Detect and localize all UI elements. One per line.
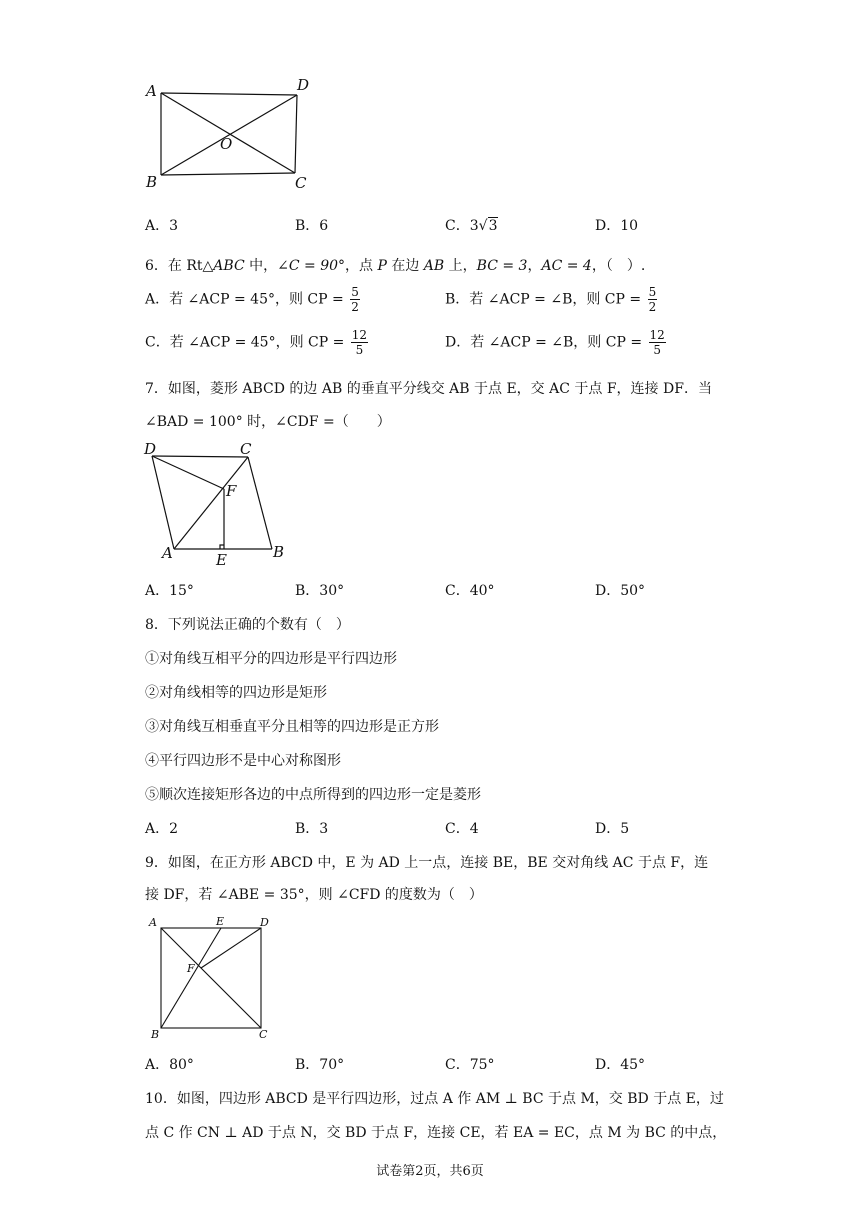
- q8-option-a[interactable]: A．2: [145, 821, 179, 837]
- label-b: B: [146, 173, 158, 191]
- q5-option-d[interactable]: D．10: [595, 218, 639, 234]
- q8-stem: 8．下列说法正确的个数有（ ）: [145, 617, 350, 633]
- label-c: C: [259, 1028, 268, 1041]
- q6-b-den: 2: [648, 300, 657, 314]
- q5-option-c-coef: 3: [469, 218, 479, 234]
- q6-b-num: 5: [648, 285, 657, 299]
- label-e: E: [216, 915, 225, 928]
- label-d: D: [144, 440, 157, 458]
- q5-option-a[interactable]: A．3: [145, 218, 179, 234]
- q8-option-d[interactable]: D．5: [595, 821, 630, 837]
- q6-option-d-fraction: [649, 328, 666, 357]
- label-a: A: [149, 916, 157, 929]
- label-b: B: [151, 1028, 160, 1041]
- q8-item-4: ④平行四边形不是中心对称图形: [145, 753, 341, 769]
- q8-option-c[interactable]: C．4: [445, 821, 479, 837]
- q6-stem-2: ABC: [213, 258, 245, 274]
- q5-option-c-prefix: C．: [445, 218, 470, 234]
- q5-option-c[interactable]: C．3√3: [445, 218, 498, 234]
- q6-c-den: 5: [355, 343, 364, 357]
- label-c: C: [295, 174, 307, 192]
- q6-c-num: 12: [351, 328, 368, 342]
- q6-stem-13: ，（ ）.: [591, 258, 646, 274]
- q6-option-a-fraction: [350, 285, 360, 314]
- q8-item-2: ②对角线相等的四边形是矩形: [145, 685, 327, 701]
- q5-option-c-radicand: 3: [488, 218, 498, 234]
- q6-d-num: 12: [649, 328, 665, 342]
- q6-stem-1: 6．在 Rt△: [145, 258, 214, 274]
- q7-stem-line2: ∠BAD = 100° 时，∠CDF =（ ）: [145, 414, 391, 430]
- q6-option-c[interactable]: [145, 328, 370, 357]
- figure-square-abcd: [145, 912, 280, 1042]
- q8-item-1: ①对角线互相平分的四边形是平行四边形: [145, 651, 397, 667]
- label-f: F: [187, 962, 195, 975]
- q6-option-b[interactable]: [445, 285, 659, 314]
- page-footer: 试卷第2页，共6页: [376, 1164, 484, 1179]
- q6-d-den: 5: [653, 343, 661, 357]
- label-f: F: [226, 482, 237, 500]
- q9-option-d[interactable]: D．45°: [595, 1057, 646, 1073]
- q10-stem-line1: 10．如图，四边形 ABCD 是平行四边形，过点 A 作 AM ⊥ BC 于点 M，交 BD 于点 E，过: [145, 1091, 724, 1107]
- q10-stem-line2: 点 C 作 CN ⊥ AD 于点 N，交 BD 于点 F，连接 CE，若 EA = EC，点 M 为 BC 的中点，: [145, 1125, 727, 1141]
- q6-stem-11: ，: [527, 258, 542, 274]
- q6-stem-4: ∠C = 90°: [277, 258, 346, 274]
- q7-option-c[interactable]: C．40°: [445, 583, 495, 599]
- q8-item-5: ⑤顺次连接矩形各边的中点所得到的四边形一定是菱形: [145, 787, 481, 803]
- label-b: B: [273, 543, 285, 561]
- q6-option-d-text: D．若 ∠ACP = ∠B，则 CP =: [445, 334, 643, 351]
- q6-stem-3: 中，: [244, 258, 278, 274]
- q6-option-c-text: C．若 ∠ACP = 45°，则 CP =: [145, 334, 345, 351]
- q9-option-c[interactable]: C．75°: [445, 1057, 495, 1073]
- q5-option-b[interactable]: B．6: [295, 218, 329, 234]
- q7-option-d[interactable]: D．50°: [595, 583, 646, 599]
- q6-option-b-text: B．若 ∠ACP = ∠B，则 CP =: [445, 291, 642, 308]
- q8-option-b[interactable]: B．3: [295, 821, 329, 837]
- label-a: A: [146, 82, 157, 100]
- q6-stem-6: P: [377, 258, 387, 274]
- label-c: C: [240, 440, 252, 458]
- q7-option-b[interactable]: B．30°: [295, 583, 345, 599]
- q9-stem-line2: 接 DF，若 ∠ABE = 35°，则 ∠CFD 的度数为（ ）: [145, 887, 483, 903]
- q6-option-c-fraction: [351, 328, 368, 357]
- q6-stem-9: 上，: [444, 258, 477, 274]
- q6-stem: [145, 255, 645, 275]
- q6-option-b-fraction: [648, 285, 658, 314]
- q6-stem-7: 在边: [386, 258, 424, 274]
- label-a: A: [162, 544, 173, 562]
- label-d: D: [260, 916, 269, 929]
- q9-stem-line1: 9．如图，在正方形 ABCD 中，E 为 AD 上一点，连接 BE，BE 交对角线 AC 于点 F，连: [145, 855, 709, 871]
- q8-item-3: ③对角线互相垂直平分且相等的四边形是正方形: [145, 719, 439, 735]
- q6-option-a[interactable]: [145, 285, 362, 314]
- q7-option-a[interactable]: A．15°: [145, 583, 194, 599]
- q6-stem-12: AC = 4: [541, 258, 592, 274]
- q6-stem-8: AB: [423, 258, 445, 274]
- q6-stem-10: BC = 3: [476, 258, 528, 274]
- label-o: O: [220, 135, 233, 153]
- q6-stem-5: ，点: [345, 258, 378, 274]
- label-e: E: [216, 551, 227, 569]
- q9-option-a[interactable]: A．80°: [145, 1057, 194, 1073]
- figure-rectangle-abcd: [140, 75, 330, 195]
- q6-a-den: 2: [351, 300, 359, 314]
- q9-option-b[interactable]: B．70°: [295, 1057, 345, 1073]
- q6-option-d[interactable]: [445, 328, 668, 357]
- q7-stem-line1: 7．如图，菱形 ABCD 的边 AB 的垂直平分线交 AB 于点 E，交 AC 于点 F，连接 DF．当: [145, 381, 712, 397]
- q6-option-a-text: A．若 ∠ACP = 45°，则 CP =: [145, 291, 344, 308]
- label-d: D: [297, 76, 310, 94]
- figure-rhombus-abcd: [140, 440, 300, 575]
- q6-a-num: 5: [351, 285, 359, 299]
